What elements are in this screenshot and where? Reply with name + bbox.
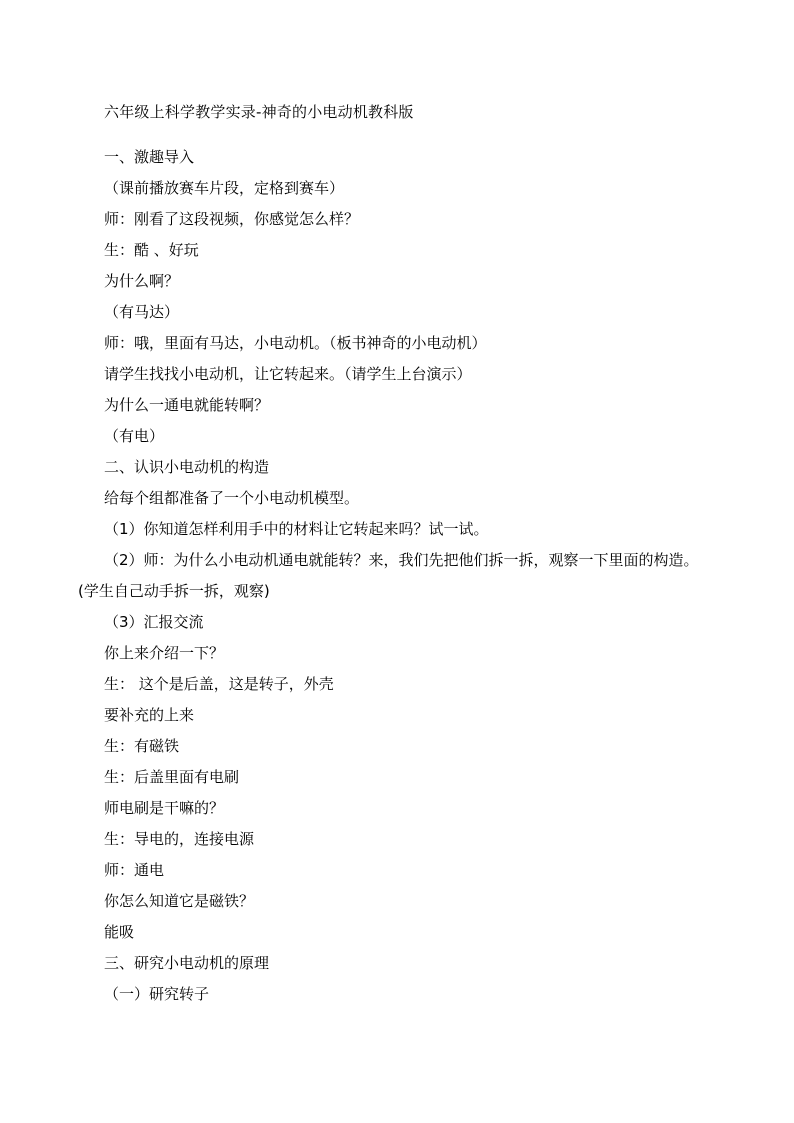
section-heading-2: 二、认识小电动机的构造 xyxy=(104,458,270,476)
paragraph-line: 生：导电的，连接电源 xyxy=(104,830,255,848)
paragraph-line: （课前播放赛车片段，定格到赛车） xyxy=(104,179,345,197)
paragraph-line: 生：后盖里面有电刷 xyxy=(104,768,240,786)
paragraph-line: （2）师：为什么小电动机通电就能转？来，我们先把他们拆一拆，观察一下里面的构造。 xyxy=(104,551,699,569)
paragraph-line: 为什么一通电就能转啊？ xyxy=(104,396,270,414)
paragraph-line: （有电） xyxy=(104,427,165,445)
paragraph-line: 师：刚看了这段视频，你感觉怎么样？ xyxy=(104,210,360,228)
paragraph-line: 要补充的上来 xyxy=(104,706,195,724)
paragraph-line: 师电刷是干嘛的？ xyxy=(104,799,225,817)
paragraph-line: 师：通电 xyxy=(104,861,165,879)
paragraph-line: 生： 这个是后盖，这是转子，外壳 xyxy=(104,675,334,693)
subsection-heading: （一）研究转子 xyxy=(104,985,210,1003)
document-body xyxy=(0,146,794,1014)
paragraph-line: 为什么啊？ xyxy=(104,272,180,290)
paragraph-line: 你上来介绍一下？ xyxy=(104,644,225,662)
paragraph-line: 请学生找找小电动机，让它转起来。（请学生上台演示） xyxy=(104,365,472,383)
section-heading-3: 三、研究小电动机的原理 xyxy=(104,954,270,972)
paragraph-line: 生：有磁铁 xyxy=(104,737,180,755)
paragraph-line: (学生自己动手拆一拆，观察) xyxy=(78,582,270,600)
paragraph-line: （有马达） xyxy=(104,303,180,321)
document-title: 六年级上科学教学实录-神奇的小电动机教科版 xyxy=(104,103,414,121)
section-heading-1: 一、激趣导入 xyxy=(104,148,195,166)
paragraph-line: （3）汇报交流 xyxy=(104,613,204,631)
paragraph-line: 给每个组都准备了一个小电动机模型。 xyxy=(104,489,360,507)
paragraph-line: 你怎么知道它是磁铁？ xyxy=(104,892,255,910)
paragraph-line: 生：酷 、好玩 xyxy=(104,241,199,259)
paragraph-line: 能吸 xyxy=(104,923,135,941)
paragraph-line: （1）你知道怎样利用手中的材料让它转起来吗？试一试。 xyxy=(104,520,489,538)
paragraph-line: 师：哦，里面有马达，小电动机。（板书神奇的小电动机） xyxy=(104,334,487,352)
